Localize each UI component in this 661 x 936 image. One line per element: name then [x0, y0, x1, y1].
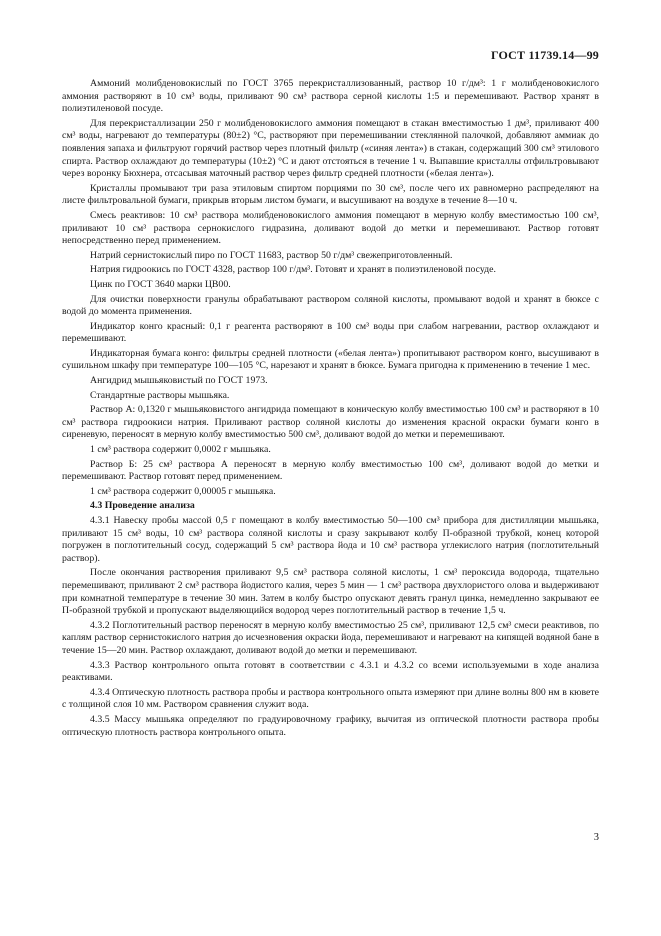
paragraph: 1 см³ раствора содержит 0,0002 г мышьяка. — [90, 444, 271, 456]
standard-designation: ГОСТ 11739.14—99 — [490, 48, 599, 62]
paragraph: Индикаторная бумага конго: фильтры средней плотности («белая лента») пропитывают раствором конго, высушивают в сушильном шкафу при температуре 100—105 °С, нарезают и хранят в бюксе. Бумага пригодна к применению в течение 1 мес. — [62, 347, 599, 372]
paragraph: 4.3.1 Навеску пробы массой 0,5 г помещают в колбу вместимостью 50—100 см³ прибора для дистилляции мышьяка, приливают 15 см³ воды, 10 см³ раствора соляной кислоты и сразу закрывают колбу П-образной трубкой, конец которой погружен в поглотительный сосуд, содержащий 5 см³ раствора йода и 10 см³ раствора углекислого натрия (поглотительный раствор). — [62, 515, 599, 564]
paragraph: Для перекристаллизации 250 г молибденовокислого аммония помещают в стакан вместимостью 1 дм³, приливают 400 см³ воды, нагревают до температуры (80±2) °С, растворяют при перемешивании стеклянной палочкой, добавляют аммиак до появления запаха и фильтруют горячий раствор через плотный фильтр («синяя лента») в стакан, содержащий 300 см³ этилового спирта. Раствор охлаждают до температуры (10±2) °С и дают отстояться в течение 1 ч. Выпавшие кристаллы отфильтровывают через воронку Бюхнера, отсасывая маточный раствор через фильтр средней плотности («белая лента»). — [62, 117, 599, 180]
paragraph: 4.3.3 Раствор контрольного опыта готовят в соответствии с 4.3.1 и 4.3.2 со всеми используемыми в ходе анализа реактивами. — [62, 659, 599, 684]
paragraph: 4.3.4 Оптическую плотность раствора пробы и раствора контрольного опыта измеряют при длине волны 800 нм в кювете с толщиной слоя 10 мм. Раствором сравнения служит вода. — [62, 686, 599, 711]
paragraph: Ангидрид мышьяковистый по ГОСТ 1973. — [90, 375, 268, 387]
paragraph: Цинк по ГОСТ 3640 марки ЦВ00. — [90, 278, 231, 290]
paragraph: Кристаллы промывают три раза этиловым спиртом порциями по 30 см³, после чего их равномерно распределяют на листе фильтровальной бумаги, прикрыв вторым листом бумаги, и высушивают на воздухе в течение 8—10 ч. — [62, 182, 599, 207]
paragraph: Раствор А: 0,1320 г мышьяковистого ангидрида помещают в коническую колбу вместимостью 100 см³ и растворяют в 10 см³ раствора гидроокиси натрия. Приливают раствор соляной кислоты до изменения красной окраски бумаги конго в сиреневую, переносят в мерную колбу вместимостью 500 см³, доливают водой до метки и перемешивают. — [62, 404, 599, 441]
paragraph: Натрия гидроокись по ГОСТ 4328, раствор 100 г/дм³. Готовят и хранят в полиэтиленовой посуде. — [90, 264, 496, 276]
paragraph: После окончания растворения приливают 9,5 см³ раствора соляной кислоты, 1 см³ пероксида водорода, тщательно перемешивают, приливают 2 см³ раствора йодистого калия, через 5 мин — 1 см³ раствора двухлористого олова и выдерживают при комнатной температуре в течение 30 мин. Затем в колбу быстро опускают девять гранул цинка, немедленно закрывают ее П-образной трубкой и пропускают выделяющийся водород через поглотительный раствор в течение 1,5 ч. — [62, 567, 599, 617]
paragraph: Натрий сернистокислый пиро по ГОСТ 11683, раствор 50 г/дм³ свежеприготовленный. — [90, 249, 453, 261]
body-text — [62, 76, 599, 739]
paragraph: Смесь реактивов: 10 см³ раствора молибденовокислого аммония помещают в мерную колбу вместимостью 100 см³, приливают 10 см³ раствора сернокислого гидразина, доливают водой до метки и перемешивают. Раствор готовят непосредственно перед применением. — [62, 209, 599, 247]
paragraph: Стандартные растворы мышьяка. — [90, 389, 230, 401]
paragraph: Индикатор конго красный: 0,1 г реагента растворяют в 100 см³ воды при слабом нагревании, раствор охлаждают и перемешивают. — [62, 320, 599, 345]
paragraph: Для очистки поверхности гранулы обрабатывают раствором соляной кислоты, промывают водой и хранят в бюксе с водой до момента применения. — [62, 293, 599, 318]
paragraph: 1 см³ раствора содержит 0,00005 г мышьяка. — [90, 485, 276, 497]
paragraph: Раствор Б: 25 см³ раствора А переносят в мерную колбу вместимостью 100 см³, доливают водой до метки и перемешивают. Раствор готовят перед применением. — [62, 458, 599, 483]
paragraph: 4.3.5 Массу мышьяка определяют по градуировочному графику, вычитая из оптической плотности раствора пробы оптическую плотность раствора контрольного опыта. — [62, 713, 599, 738]
paragraph: Аммоний молибденовокислый по ГОСТ 3765 перекристаллизованный, раствор 10 г/дм³: 1 г молибденовокислого аммония растворяют в 10 см³ воды, приливают 90 см³ раствора серной кислоты 1:5 и перемешивают. Раствор хранят в полиэтиленовой посуде. — [62, 78, 599, 115]
page-number: 3 — [593, 832, 599, 843]
paragraph: 4.3.2 Поглотительный раствор переносят в мерную колбу вместимостью 25 см³, приливают 12,5 см³ смеси реактивов, по каплям раствор сернистокислого натрия до исчезновения окраски йода, перемешивают и нагревают на кипящей водяной бане в течение 15—20 мин. Раствор охлаждают, доливают водой до метки и перемешивают. — [62, 619, 599, 656]
section-heading: 4.3 Проведение анализа — [90, 500, 195, 512]
